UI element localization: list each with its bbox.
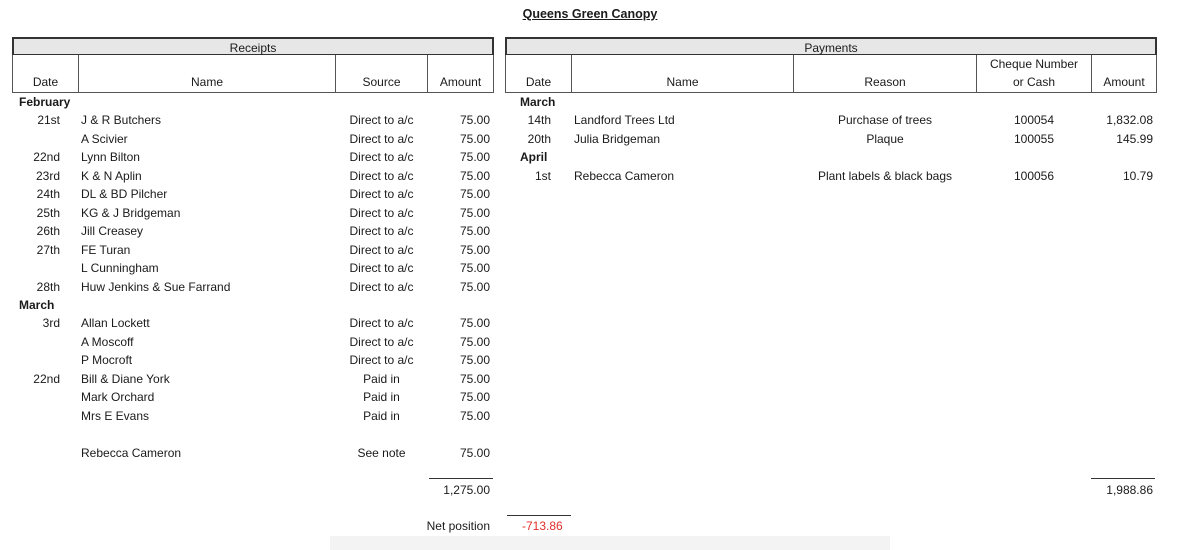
payment-name: Landford Trees Ltd: [574, 113, 675, 128]
receipt-source: Direct to a/c: [349, 224, 414, 239]
receipt-source: Paid in: [363, 371, 400, 386]
receipt-name: Huw Jenkins & Sue Farrand: [81, 279, 231, 294]
payment-cheque: 100054: [1013, 113, 1055, 128]
payments-amount-header-label: Amount: [1103, 75, 1145, 89]
receipt-name: L Cunningham: [81, 261, 159, 276]
sheet-title: Queens Green Canopy: [522, 7, 658, 21]
receipt-amount: 75.00: [459, 390, 490, 405]
receipt-source: Paid in: [363, 390, 400, 405]
payment-date: 14th: [527, 113, 551, 128]
payments-amount-header: [1091, 55, 1157, 93]
receipt-name: Allan Lockett: [81, 316, 150, 331]
receipt-amount: 75.00: [459, 131, 490, 146]
receipts-amount-header: [427, 55, 494, 93]
receipt-amount: 75.00: [459, 261, 490, 276]
payment-cheque: 100056: [1013, 168, 1055, 183]
payment-amount: 145.99: [1116, 131, 1153, 146]
payment-reason: Plant labels & black bags: [817, 168, 953, 183]
receipt-date: 25th: [36, 205, 60, 220]
receipt-name: A Scivier: [81, 131, 128, 146]
receipt-source: Direct to a/c: [349, 279, 414, 294]
payments-total-rule: [1091, 478, 1155, 479]
receipt-source: Direct to a/c: [349, 168, 414, 183]
receipt-amount: 75.00: [459, 279, 490, 294]
net-position-rule: [507, 515, 571, 516]
receipt-date: 24th: [36, 187, 60, 202]
receipt-source: Paid in: [363, 408, 400, 423]
receipt-source: See note: [357, 445, 406, 460]
receipt-amount: 75.00: [459, 187, 490, 202]
receipt-date: [12, 130, 60, 148]
receipt-name: FE Turan: [81, 242, 131, 257]
receipt-amount: [427, 425, 490, 443]
receipt-date: 23rd: [35, 168, 60, 183]
receipts-month-label: February: [19, 95, 71, 109]
payments-name-header: [571, 55, 794, 93]
receipt-source: Direct to a/c: [349, 242, 414, 257]
net-position-value: -713.86: [522, 519, 563, 533]
receipt-name: Mark Orchard: [81, 390, 155, 405]
receipt-date: 28th: [36, 279, 60, 294]
receipts-total: 1,275.00: [443, 483, 490, 497]
receipt-amount: 75.00: [459, 205, 490, 220]
receipt-name: Jill Creasey: [81, 224, 144, 239]
receipt-amount: 75.00: [459, 371, 490, 386]
receipt-name: J & R Butchers: [81, 113, 162, 128]
cheque-header-line2: or Cash: [1012, 75, 1056, 89]
bottom-shade: [330, 536, 890, 550]
receipt-name: DL & BD Pilcher: [81, 187, 168, 202]
cheque-header-line1: Cheque Number: [989, 57, 1079, 71]
payment-amount: 10.79: [1122, 168, 1153, 183]
receipt-date: 26th: [36, 224, 60, 239]
receipt-amount: 75.00: [459, 113, 490, 128]
receipt-date: [12, 259, 60, 277]
receipt-source: Direct to a/c: [349, 205, 414, 220]
receipt-source: Direct to a/c: [349, 187, 414, 202]
receipt-date: [12, 388, 60, 406]
receipt-date: 21st: [37, 113, 60, 128]
receipt-amount: 75.00: [459, 445, 490, 460]
receipt-amount: 75.00: [459, 408, 490, 423]
payment-reason: Purchase of trees: [837, 113, 933, 128]
receipt-amount: 75.00: [459, 168, 490, 183]
receipt-date: 27th: [36, 242, 60, 257]
receipts-source-header-label: Source: [362, 75, 401, 89]
receipt-name: Mrs E Evans: [81, 408, 150, 423]
receipts-date-header: [12, 55, 79, 93]
receipt-amount: 75.00: [459, 224, 490, 239]
payments-cheque-header: [976, 55, 1092, 93]
receipt-amount: 75.00: [459, 150, 490, 165]
receipt-source: Direct to a/c: [349, 131, 414, 146]
payment-cheque: 100055: [1013, 131, 1055, 146]
payment-date: 20th: [527, 131, 551, 146]
receipt-amount: 75.00: [459, 353, 490, 368]
receipt-amount: 75.00: [459, 334, 490, 349]
payments-reason-header: [793, 55, 977, 93]
payments-reason-header-label: Reason: [864, 75, 906, 89]
payments-month-label: April: [520, 150, 548, 165]
net-position-label: Net position: [426, 519, 490, 533]
receipt-amount: 75.00: [459, 316, 490, 331]
receipt-name: Rebecca Cameron: [81, 445, 182, 460]
payments-date-header: [505, 55, 572, 93]
receipt-source: Direct to a/c: [349, 150, 414, 165]
receipt-date: 3rd: [42, 316, 60, 331]
payment-reason: Plaque: [866, 131, 904, 146]
receipt-name: P Mocroft: [81, 353, 133, 368]
receipt-amount: 75.00: [459, 242, 490, 257]
receipt-name: Lynn Bilton: [81, 150, 140, 165]
payments-cheque-header-label: [990, 55, 1078, 91]
receipt-source: [335, 425, 428, 443]
payment-date: 1st: [534, 168, 551, 183]
receipt-name: KG & J Bridgeman: [81, 205, 181, 220]
receipt-date: [12, 351, 60, 369]
receipts-date-header-label: Date: [32, 75, 59, 89]
payments-total: 1,988.86: [1106, 483, 1153, 497]
receipts-total-rule: [429, 478, 493, 479]
receipt-source: Direct to a/c: [349, 316, 414, 331]
receipts-name-header: [78, 55, 336, 93]
payments-month-label: March: [520, 95, 556, 109]
receipt-name: K & N Aplin: [81, 168, 142, 183]
receipt-date: 22nd: [33, 371, 60, 386]
payments-name-header-label: Name: [666, 75, 699, 89]
receipt-source: Direct to a/c: [349, 261, 414, 276]
receipt-source: Direct to a/c: [349, 353, 414, 368]
receipt-date: [12, 333, 60, 351]
receipt-name: A Moscoff: [81, 334, 134, 349]
payment-name: Julia Bridgeman: [574, 131, 661, 146]
receipts-amount-header-label: Amount: [439, 75, 482, 89]
receipt-name: Bill & Diane York: [81, 371, 170, 386]
payment-amount: 1,832.08: [1106, 113, 1153, 128]
receipt-date: [12, 444, 60, 462]
payment-name: Rebecca Cameron: [574, 168, 675, 183]
receipt-source: Direct to a/c: [349, 334, 414, 349]
receipts-name-header-label: Name: [190, 75, 223, 89]
receipts-month-label: March: [19, 297, 55, 312]
receipt-date: 22nd: [33, 150, 60, 165]
receipt-date: [12, 407, 60, 425]
payments-date-header-label: Date: [525, 75, 552, 89]
receipts-heading: Receipts: [12, 37, 494, 55]
receipt-source: Direct to a/c: [349, 113, 414, 128]
payments-heading: Payments: [505, 37, 1157, 55]
receipt-date: [12, 425, 60, 443]
receipts-source-header: [335, 55, 428, 93]
